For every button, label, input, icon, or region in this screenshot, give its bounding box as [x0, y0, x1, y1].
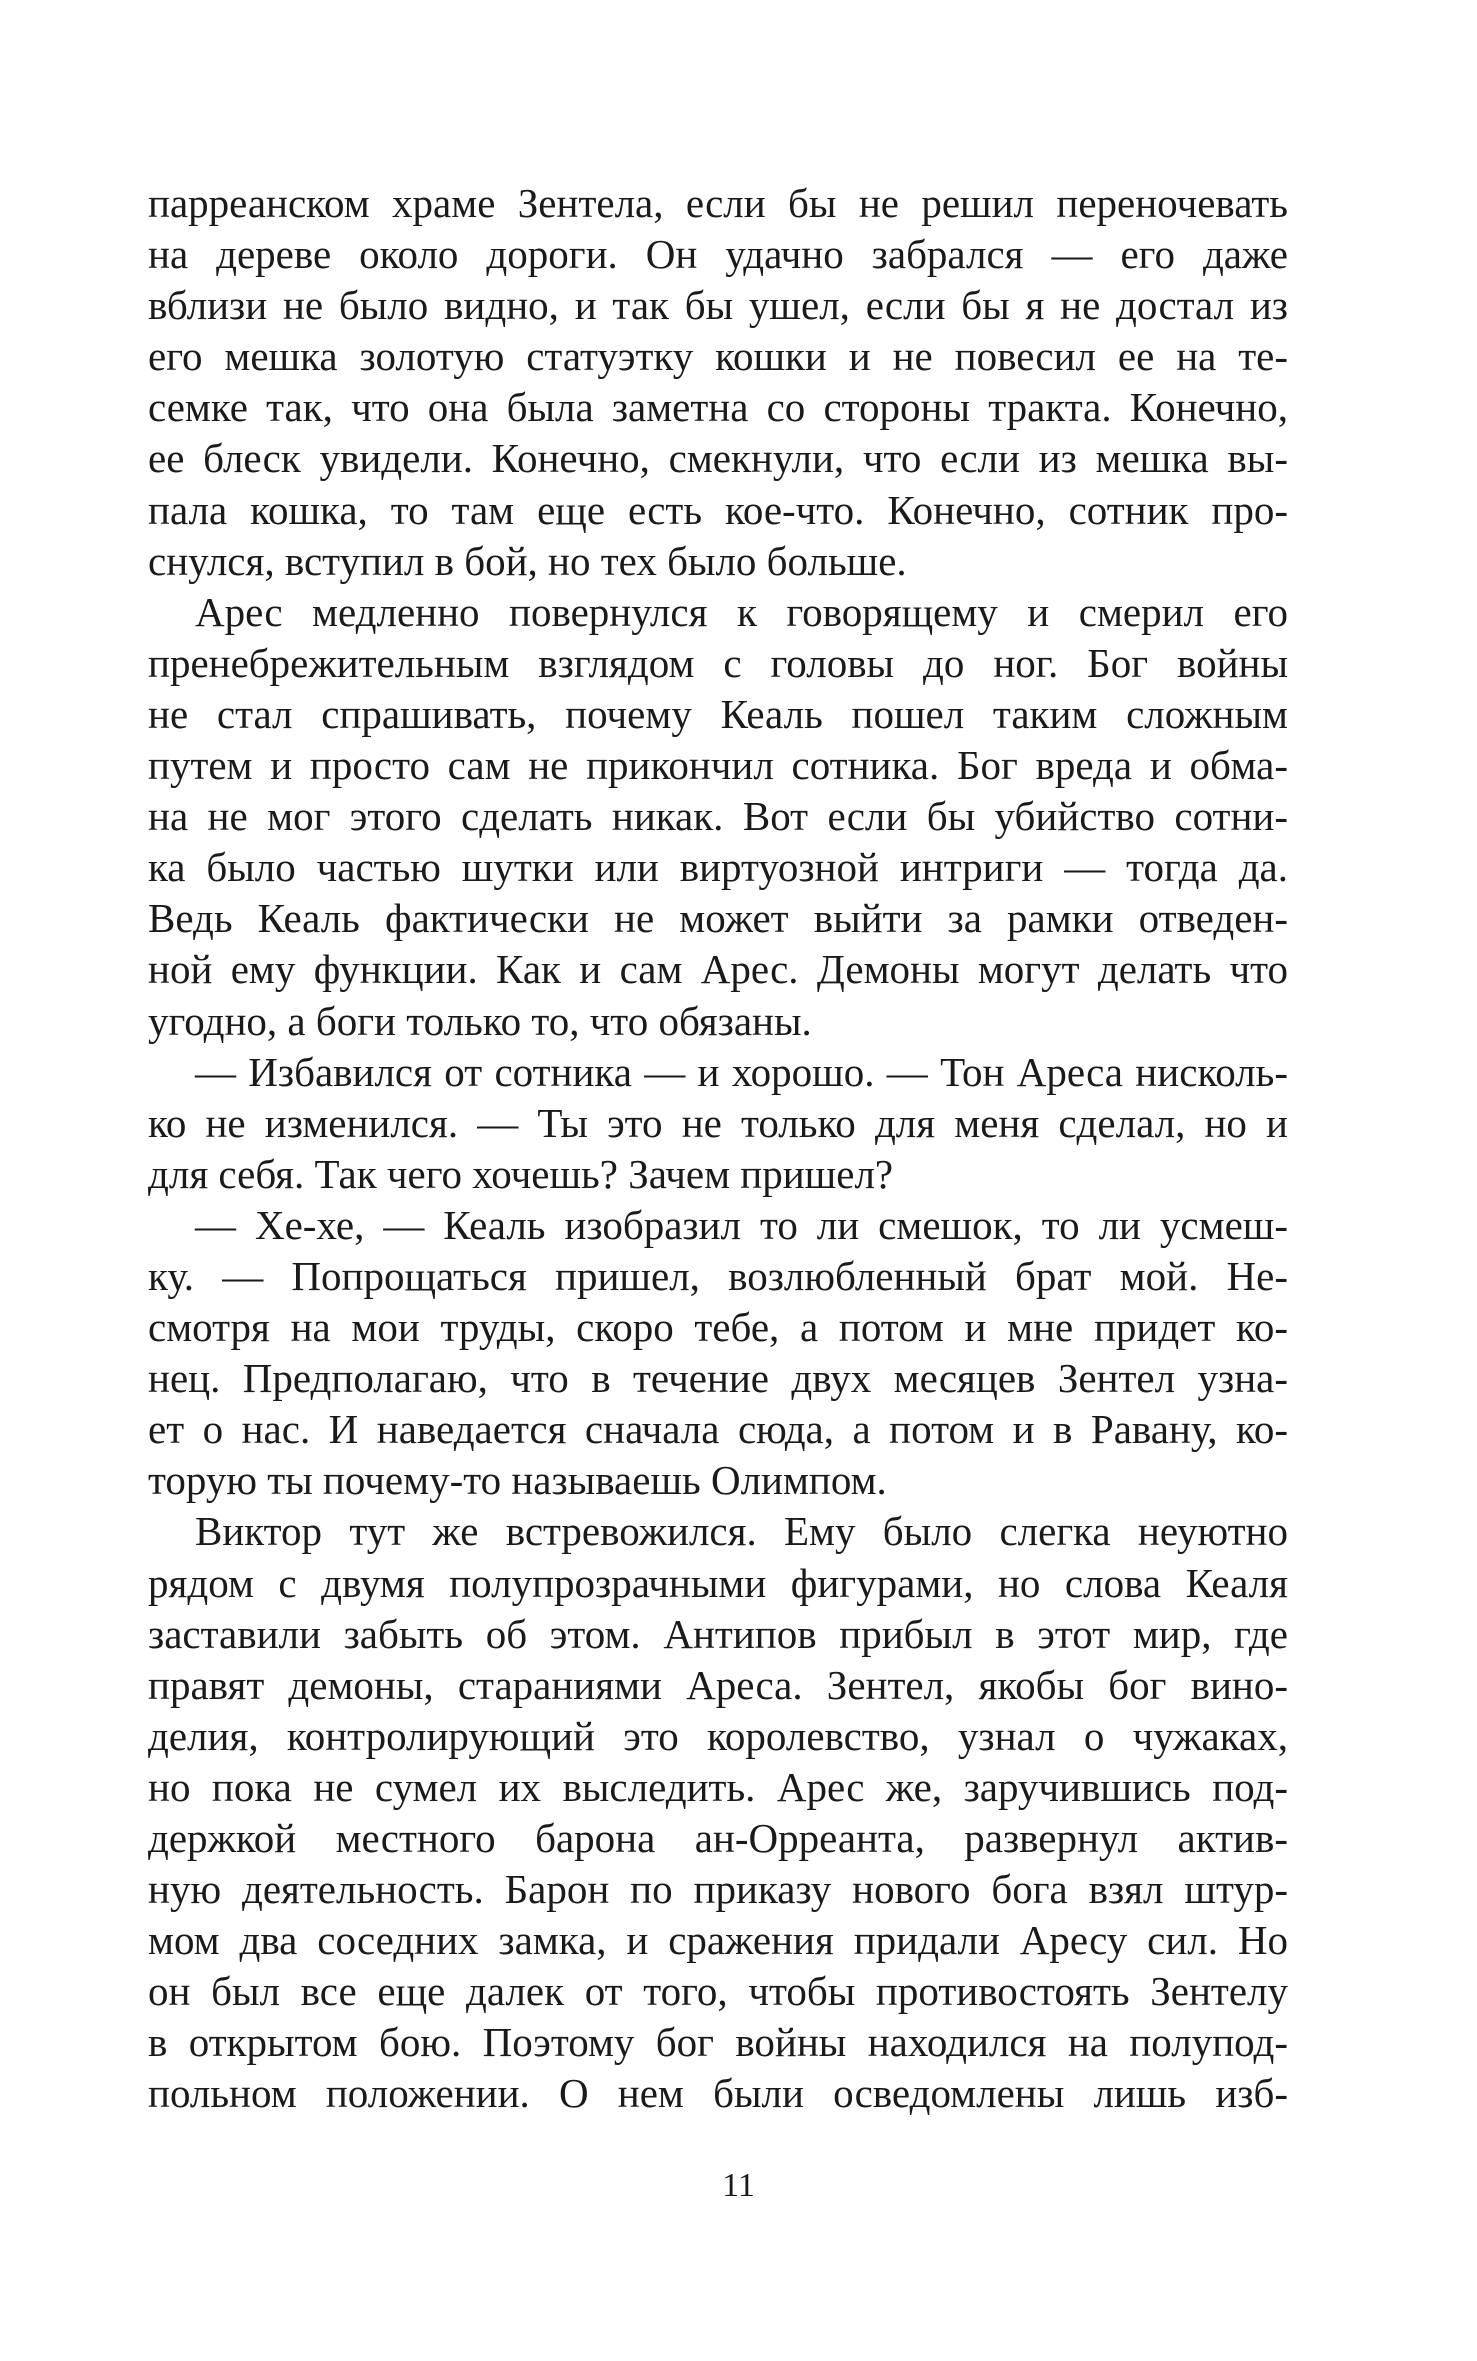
- text-line: мом два соседних замка, и сражения придали Аресу сил. Но: [148, 1917, 1288, 1964]
- text-line: на дереве около дороги. Он удачно забрался — его даже: [148, 231, 1288, 278]
- text-line: Ведь Кеаль фактически не может выйти за рамки отведен-: [148, 895, 1288, 942]
- text-line: торую ты почему-то называешь Олимпом.: [148, 1457, 887, 1504]
- text-line: семке так, что она была заметна со стороны тракта. Конечно,: [148, 384, 1288, 431]
- body-text: [148, 178, 1288, 2120]
- text-line: делия, контролирующий это королевство, узнал о чужаках,: [148, 1712, 1288, 1759]
- text-line: ка было частью шутки или виртуозной интриги — тогда да.: [148, 844, 1288, 891]
- text-line: ко не изменился. — Ты это не только для меня сделал, но и: [148, 1099, 1288, 1146]
- text-line: он был все еще далек от того, чтобы противостоять Зентелу: [148, 1968, 1288, 2015]
- text-line: ку. — Попрощаться пришел, возлюбленный брат мой. Не-: [148, 1252, 1288, 1299]
- text-line: вблизи не было видно, и так бы ушел, если бы я не достал из: [148, 282, 1288, 329]
- page-number: 11: [722, 2167, 755, 2204]
- text-line: Арес медленно повернулся к говорящему и смерил его: [195, 588, 1288, 635]
- text-line: ет о нас. И наведается сначала сюда, а потом и в Равану, ко-: [148, 1406, 1288, 1453]
- text-line: снулся, вступил в бой, но тех было больше.: [148, 537, 907, 584]
- text-line: — Избавился от сотника — и хорошо. — Тон Ареса нисколь-: [195, 1048, 1288, 1095]
- text-line: в открытом бою. Поэтому бог войны находился на полупод-: [148, 2019, 1288, 2066]
- text-line: пренебрежительным взглядом с головы до ног. Бог войны: [148, 639, 1288, 686]
- text-line: ее блеск увидели. Конечно, смекнули, что если из мешка вы-: [148, 435, 1288, 482]
- text-line: но пока не сумел их выследить. Арес же, заручившись под-: [148, 1763, 1288, 1810]
- text-line: держкой местного барона ан-Орреанта, развернул актив-: [148, 1815, 1288, 1861]
- text-line: польном положении. О нем были осведомлены лишь изб-: [148, 2070, 1288, 2117]
- text-line: ной ему функции. Как и сам Арес. Демоны могут делать что: [148, 946, 1288, 993]
- text-line: нец. Предполагаю, что в течение двух месяцев Зентел узна-: [148, 1355, 1288, 1402]
- text-line: парреанском храме Зентела, если бы не решил переночевать: [148, 180, 1288, 226]
- text-line: для себя. Так чего хочешь? Зачем пришел?: [148, 1150, 894, 1197]
- text-line: правят демоны, стараниями Ареса. Зентел, якобы бог вино-: [148, 1661, 1288, 1708]
- text-line: не стал спрашивать, почему Кеаль пошел таким сложным: [148, 690, 1288, 737]
- text-line: Виктор тут же встревожился. Ему было слегка неуютно: [195, 1508, 1288, 1555]
- text-line: рядом с двумя полупрозрачными фигурами, но слова Кеаля: [148, 1559, 1288, 1606]
- text-line: на не мог этого сделать никак. Вот если бы убийство сотни-: [148, 793, 1288, 840]
- text-line: пала кошка, то там еще есть кое-что. Конечно, сотник про-: [148, 486, 1288, 533]
- text-line: заставили забыть об этом. Антипов прибыл в этот мир, где: [148, 1610, 1288, 1657]
- text-line: угодно, а боги только то, что обязаны.: [148, 997, 812, 1044]
- text-line: путем и просто сам не прикончил сотника. Бог вреда и обма-: [148, 742, 1288, 789]
- text-line: — Хе-хе, — Кеаль изобразил то ли смешок, то ли усмеш-: [195, 1201, 1288, 1248]
- text-line: ную деятельность. Барон по приказу нового бога взял штур-: [148, 1866, 1288, 1913]
- text-line: смотря на мои труды, скоро тебе, а потом и мне придет ко-: [148, 1304, 1288, 1351]
- text-line: его мешка золотую статуэтку кошки и не повесил ее на те-: [148, 333, 1288, 380]
